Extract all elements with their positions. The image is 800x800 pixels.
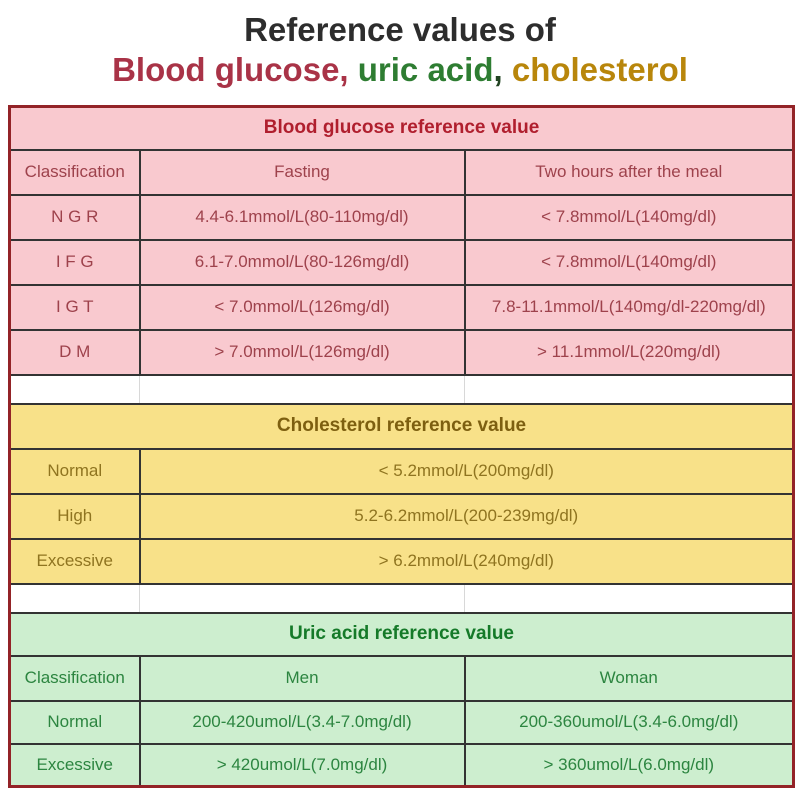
- table-row: [10, 744, 794, 787]
- cholesterol-row-value: < 5.2mmol/L(200mg/dl): [140, 449, 794, 494]
- table-row: [10, 539, 794, 584]
- gap-cell: [140, 584, 465, 613]
- glucose-row-fasting-value: > 7.0mmol/L(126mg/dl): [140, 330, 465, 375]
- uric-row-label: Normal: [10, 701, 140, 744]
- cholesterol-section-title: Cholesterol reference value: [10, 404, 794, 449]
- cholesterol-row-label: Normal: [10, 449, 140, 494]
- glucose-header-row: [10, 150, 794, 195]
- heading-part-cholesterol: cholesterol: [511, 50, 688, 88]
- glucose-row-label: D M: [10, 330, 140, 375]
- uric-row-woman-value: 200-360umol/L(3.4-6.0mg/dl): [465, 701, 794, 744]
- glucose-row-label: I F G: [10, 240, 140, 285]
- glucose-header-two-hours: Two hours after the meal: [465, 150, 794, 195]
- table-row: [10, 449, 794, 494]
- heading-part-blood-glucose: Blood glucose,: [112, 50, 358, 88]
- glucose-row-meal-value: 7.8-11.1mmol/L(140mg/dl-220mg/dl): [465, 285, 794, 330]
- glucose-header-fasting: Fasting: [140, 150, 465, 195]
- section-gap: [10, 584, 794, 613]
- cholesterol-section-title-row: [10, 404, 794, 449]
- uric-row-woman-value: > 360umol/L(6.0mg/dl): [465, 744, 794, 787]
- glucose-row-fasting-value: 6.1-7.0mmol/L(80-126mg/dl): [140, 240, 465, 285]
- glucose-row-fasting-value: 4.4-6.1mmol/L(80-110mg/dl): [140, 195, 465, 240]
- cholesterol-row-value: 5.2-6.2mmol/L(200-239mg/dl): [140, 494, 794, 539]
- cholesterol-row-label: High: [10, 494, 140, 539]
- glucose-header-classification: Classification: [10, 150, 140, 195]
- section-gap: [10, 375, 794, 404]
- heading-part-comma: ,: [493, 50, 512, 88]
- gap-cell: [10, 375, 140, 404]
- gap-cell: [465, 584, 794, 613]
- uric-row-men-value: > 420umol/L(7.0mg/dl): [140, 744, 465, 787]
- gap-cell: [465, 375, 794, 404]
- uric-section-title-row: [10, 613, 794, 656]
- cholesterol-row-label: Excessive: [10, 539, 140, 584]
- table-row: [10, 701, 794, 744]
- glucose-row-meal-value: < 7.8mmol/L(140mg/dl): [465, 240, 794, 285]
- table-row: [10, 195, 794, 240]
- heading-line1: Reference values of: [244, 11, 556, 48]
- glucose-row-label: N G R: [10, 195, 140, 240]
- uric-row-men-value: 200-420umol/L(3.4-7.0mg/dl): [140, 701, 465, 744]
- glucose-section-title: Blood glucose reference value: [10, 107, 794, 150]
- gap-cell: [10, 584, 140, 613]
- glucose-row-fasting-value: < 7.0mmol/L(126mg/dl): [140, 285, 465, 330]
- glucose-section-title-row: [10, 107, 794, 150]
- reference-table: [8, 105, 795, 788]
- glucose-row-label: I G T: [10, 285, 140, 330]
- page-heading: [0, 0, 800, 89]
- uric-header-row: [10, 656, 794, 701]
- table-row: [10, 240, 794, 285]
- cholesterol-row-value: > 6.2mmol/L(240mg/dl): [140, 539, 794, 584]
- gap-cell: [140, 375, 465, 404]
- uric-section-title: Uric acid reference value: [10, 613, 794, 656]
- table-row: [10, 330, 794, 375]
- uric-header-woman: Woman: [465, 656, 794, 701]
- heading-line2: [0, 50, 800, 90]
- uric-header-classification: Classification: [10, 656, 140, 701]
- table-row: [10, 285, 794, 330]
- glucose-row-meal-value: < 7.8mmol/L(140mg/dl): [465, 195, 794, 240]
- table-row: [10, 494, 794, 539]
- glucose-row-meal-value: > 11.1mmol/L(220mg/dl): [465, 330, 794, 375]
- heading-part-uric-acid: uric acid: [357, 50, 494, 88]
- uric-row-label: Excessive: [10, 744, 140, 787]
- uric-header-men: Men: [140, 656, 465, 701]
